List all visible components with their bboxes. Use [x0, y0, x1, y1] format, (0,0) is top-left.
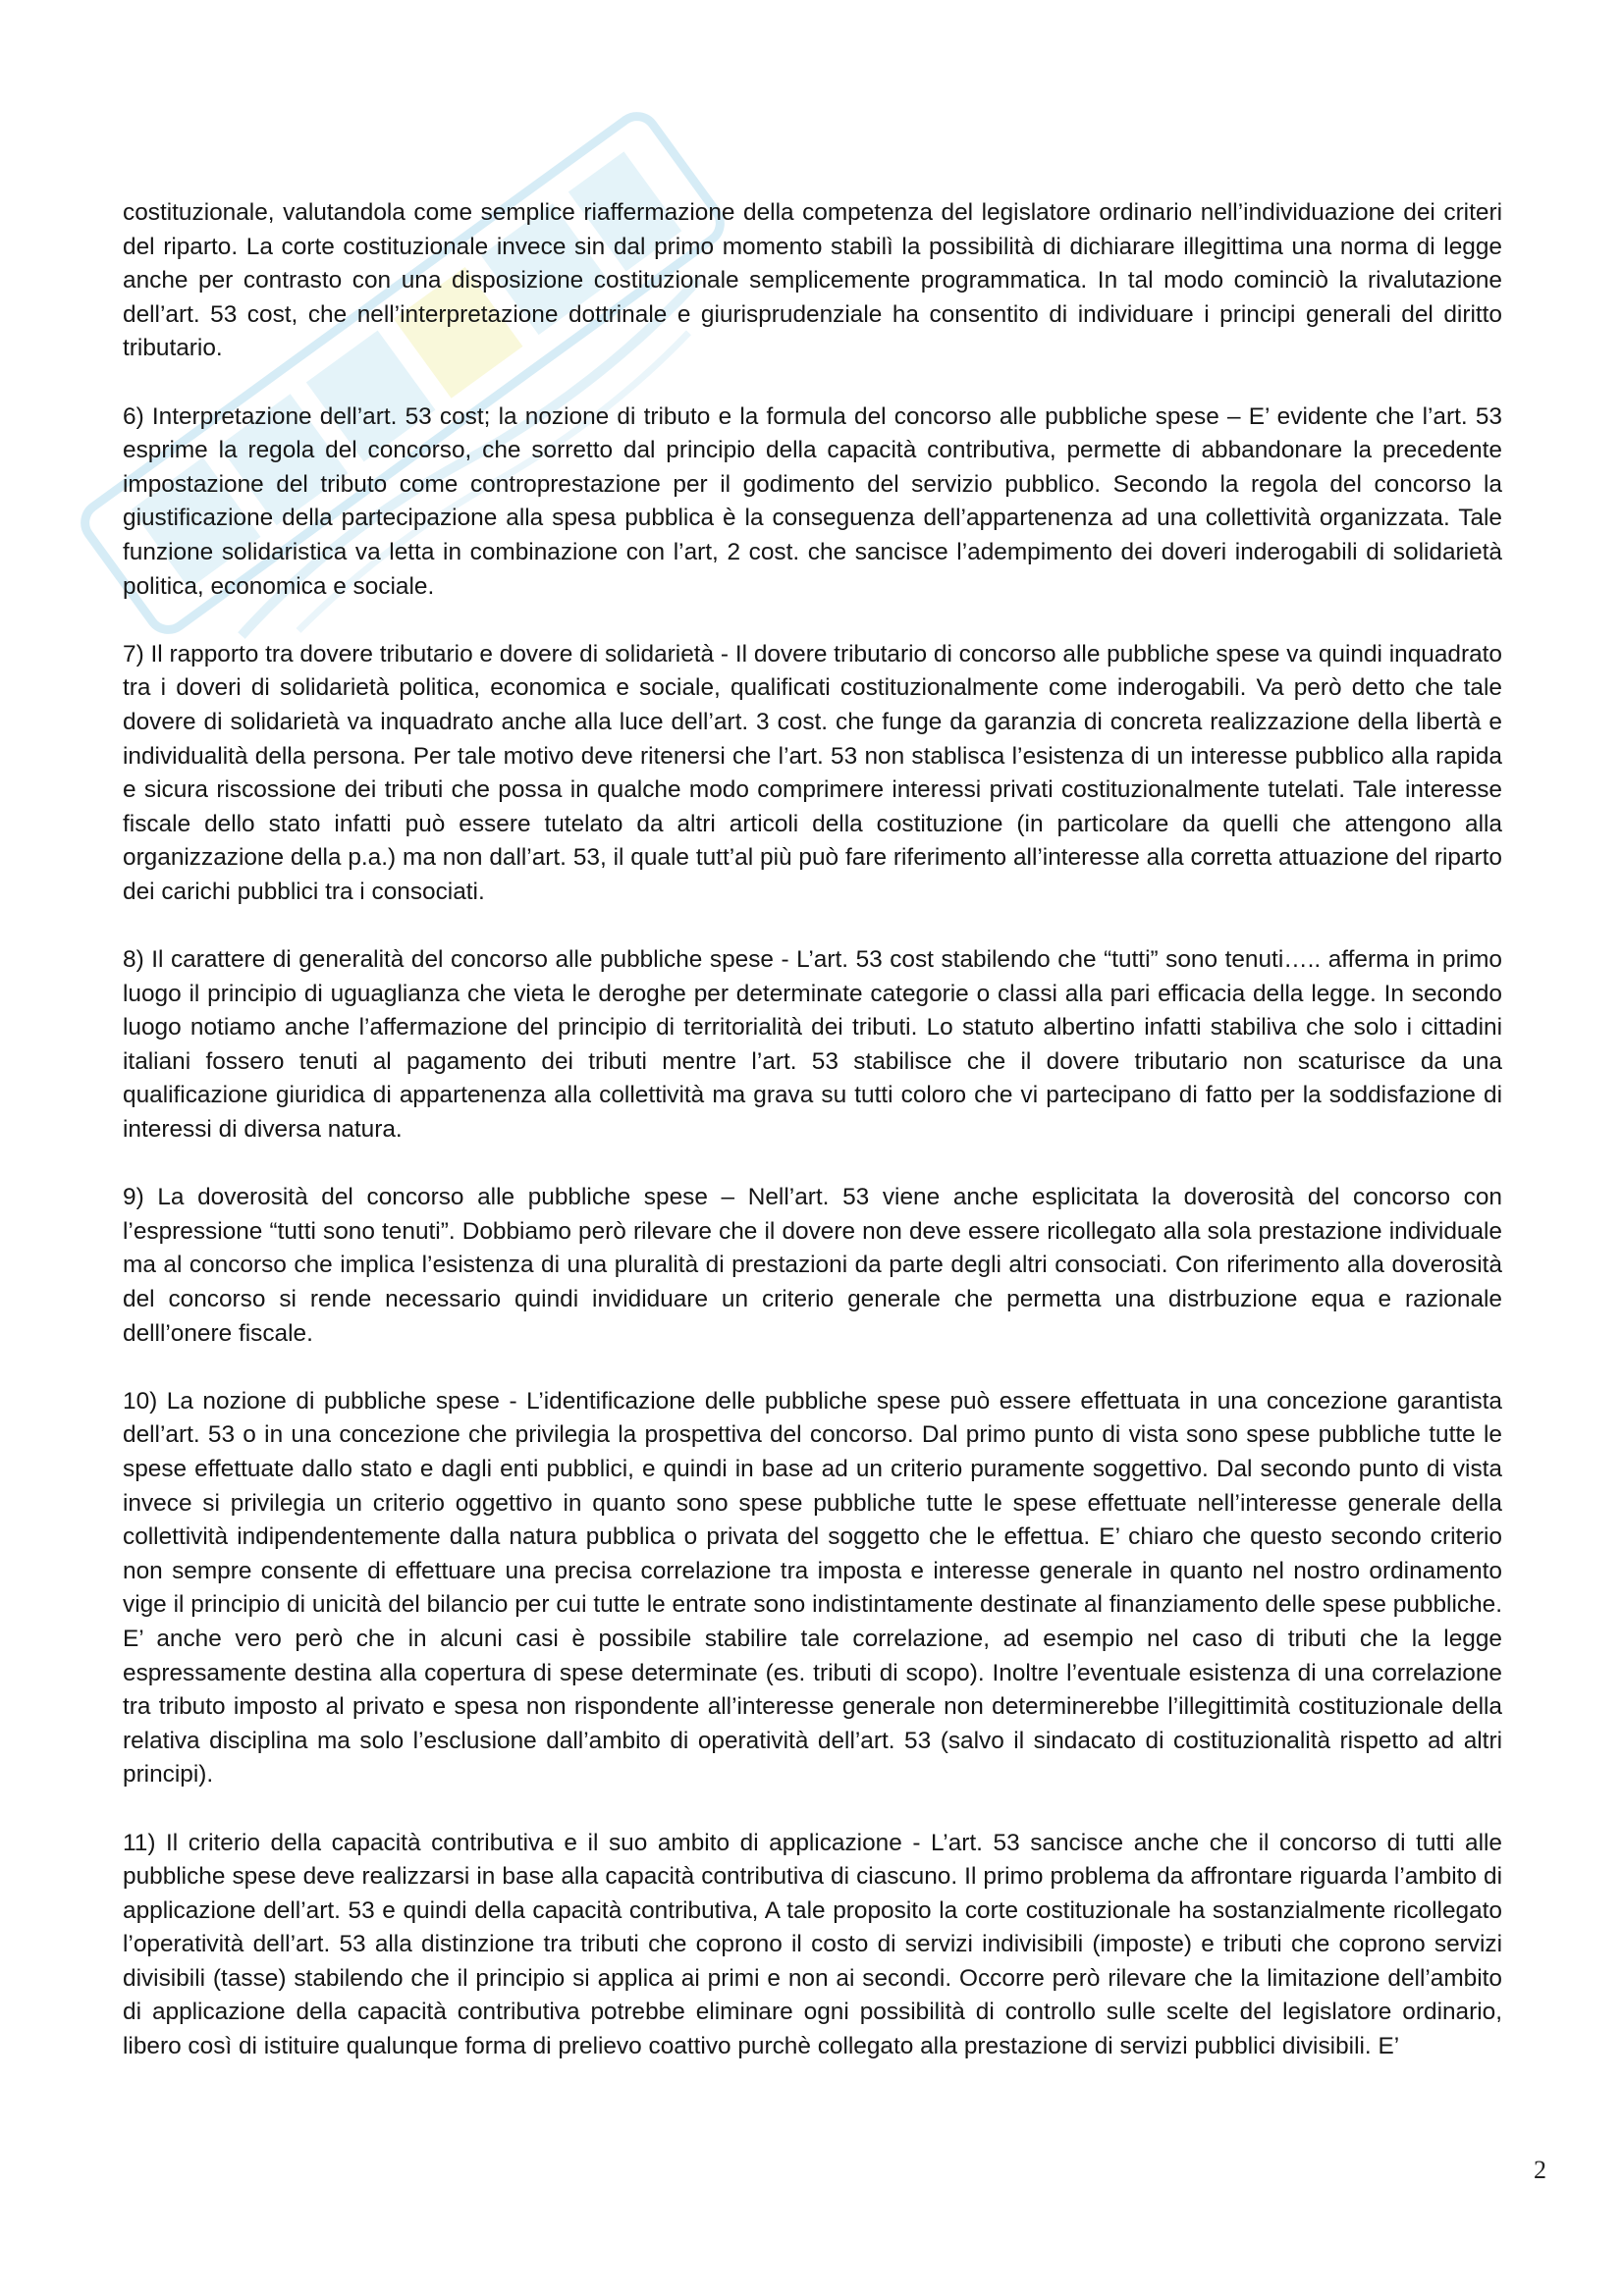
paragraph-6: 10) La nozione di pubbliche spese - L’identificazione delle pubbliche spese può essere effettuata in una concezione garantista dell’art. 53 o in una concezione che privilegia la prospettiva del concorso. Dal primo punto di vista sono spese pubbliche tutte le spese effettuate dallo stato e dagli enti pubblici, e quindi in base ad un criterio puramente soggettivo. Dal secondo punto di vista invece si privilegia un criterio oggettivo in quanto sono spese pubbliche tutte le spese effettuate nell’interesse generale della collettività indipendentemente dalla natura pubblica o privata del soggetto che le effettua. E’ chiaro che questo secondo criterio non sempre consente di effettuare una precisa correlazione tra imposta e interesse generale in quanto nel nostro ordinamento vige il principio di unicità del bilancio per cui tutte le entrate sono indistintamente destinate al finanziamento delle spese pubbliche. E’ anche vero però che in alcuni casi è possibile stabilire tale correlazione, ad esempio nel caso di tributi che la legge espressamente destina alla copertura di spese determinate (es. tributi di scopo). Inoltre l’eventuale esistenza di una correlazione tra tributo imposto al privato e spesa non rispondente all’interesse generale non determinerebbe l’illegittimità costituzionale della relativa disciplina ma solo l’esclusione dall’ambito di operatività dell’art. 53 (salvo il sindacato di costituzionalità rispetto ad altri principi). [123, 1387, 1502, 1789]
paragraph-1: costituzionale, valutandola come semplice riaffermazione della competenza del legislatore ordinario nell’individuazione dei criteri del riparto. La corte costituzionale invece sin dal primo momento stabilì la possibilità di dichiarare illegittima una norma di legge anche per contrasto con una disposizione costituzionale semplicemente programmatica. In tal modo cominciò la rivalutazione dell’art. 53 cost, che nell’interpretazione dottrinale e giurisprudenziale ha consentito di individuare i principi generali del diritto tributario. [123, 199, 1502, 362]
paragraph-3: 7) Il rapporto tra dovere tributario e dovere di solidarietà - Il dovere tributario di concorso alle pubbliche spese va quindi inquadrato tra i doveri di solidarietà politica, economica e sociale, qualificati costituzionalmente come inderogabili. Va però detto che tale dovere di solidarietà va inquadrato anche alla luce dell’art. 3 cost. che funge da garanzia di concreta realizzazione della libertà e individualità della persona. Per tale motivo deve ritenersi che l’art. 53 non stablisca l’esistenza di un interesse pubblico alla rapida e sicura riscossione dei tributi che possa in qualche modo comprimere interessi privati costituzionalmente tutelati. Tale interesse fiscale dello stato infatti può essere tutelato da altri articoli della costituzione (in particolare da quelli che attengono alla organizzazione della p.a.) ma non dall’art. 53, il quale tutt’al più può fare riferimento all’interesse alla corretta attuazione del riparto dei carichi pubblici tra i consociati. [123, 640, 1502, 905]
paragraph-5: 9) La doverosità del concorso alle pubbliche spese – Nell’art. 53 viene anche esplicitata la doverosità del concorso con l’espressione “tutti sono tenuti”. Dobbiamo però rilevare che il dovere non deve essere ricollegato alla sola prestazione individuale ma al concorso che implica l’esistenza di una pluralità di prestazioni da parte degli altri consociati. Con riferimento alla doverosità del concorso si rende necessario quindi invididuare un criterio generale che permetta una distrbuzione equa e razionale delll’onere fiscale. [123, 1184, 1502, 1347]
paragraph-2: 6) Interpretazione dell’art. 53 cost; la nozione di tributo e la formula del concorso alle pubbliche spese – E’ evidente che l’art. 53 esprime la regola del concorso, che sorretto dal principio della capacità contributiva, permette di abbandonare la precedente impostazione del tributo come controprestazione per il godimento del servizio pubblico. Secondo la regola del concorso la giustificazione della partecipazione alla spesa pubblica è la conseguenza dell’appartenenza ad una collettività organizzata. Tale funzione solidaristica va letta in combinazione con l’art, 2 cost. che sancisce l’adempimento dei doveri inderogabili di solidarietà politica, economica e sociale. [123, 402, 1502, 600]
paragraph-4: 8) Il carattere di generalità del concorso alle pubbliche spese - L’art. 53 cost stabilendo che “tutti” sono tenuti….. afferma in primo luogo il principio di uguaglianza che vieta le deroghe per determinate categorie o classi alla pari efficacia della legge. In secondo luogo notiamo anche l’affermazione del principio di territorialità dei tributi. Lo statuto albertino infatti stabiliva che solo i cittadini italiani fossero tenuti al pagamento dei tributi mentre l’art. 53 stabilisce che il dovere tributario non scaturisce da una qualificazione giuridica di appartenenza alla collettività ma grava su tutti coloro che vi partecipano di fatto per la soddisfazione di interessi di diversa natura. [123, 946, 1502, 1144]
document-body [123, 196, 1502, 2064]
page-number: 2 [1534, 2156, 1546, 2184]
paragraph-7: 11) Il criterio della capacità contributiva e il suo ambito di applicazione - L’art. 53 sancisce anche che il concorso di tutti alle pubbliche spese deve realizzarsi in base alla capacità contributiva di ciascuno. Il primo problema da affrontare riguarda l’ambito di applicazione dell’art. 53 e quindi della capacità contributiva, A tale proposito la corte costituzionale ha sostanzialmente ricollegato l’operatività dell’art. 53 alla distinzione tra tributi che coprono il costo di servizi indivisibili (imposte) e tributi che coprono servizi divisibili (tasse) stabilendo che il principio si applica ai primi e non ai secondi. Occorre però rilevare che la limitazione dell’ambito di applicazione della capacità contributiva potrebbe eliminare ogni possibilità di controllo sulle scelte del legislatore ordinario, libero così di istituire qualunque forma di prelievo coattivo purchè collegato alla prestazione di servizi pubblici divisibili. E’ [123, 1829, 1502, 2060]
